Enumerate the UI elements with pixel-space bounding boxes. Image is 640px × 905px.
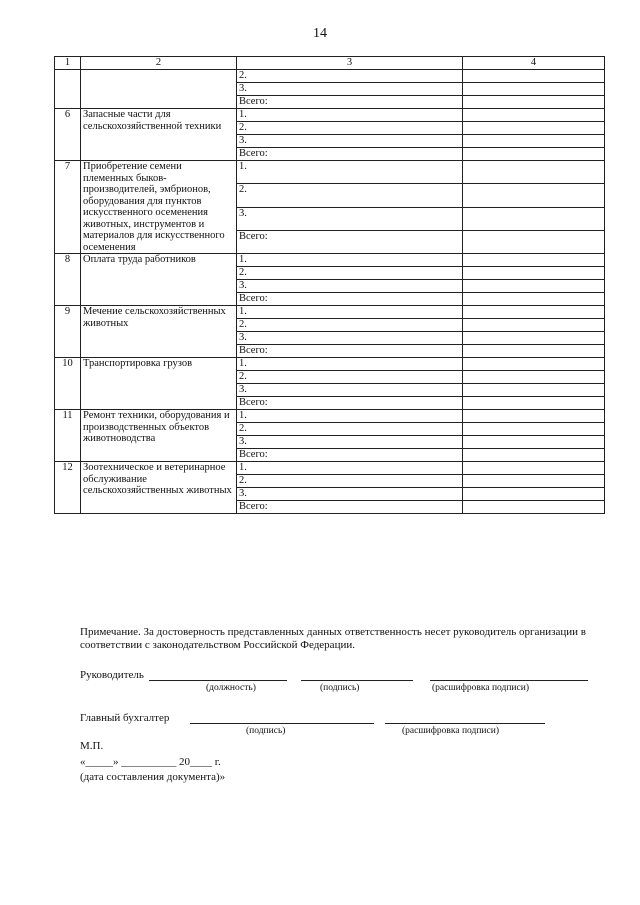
head-label: Руководитель bbox=[80, 669, 144, 681]
head-signature-block bbox=[80, 668, 588, 681]
row-name-cell bbox=[81, 70, 237, 109]
total-cell: Всего: bbox=[237, 449, 463, 462]
data-table bbox=[54, 56, 605, 514]
value-cell bbox=[463, 423, 605, 436]
position-caption: (должность) bbox=[206, 683, 256, 693]
item-cell: 2. bbox=[237, 184, 463, 207]
date-line: «_____» __________ 20____ г. bbox=[80, 756, 221, 768]
item-cell: 2. bbox=[237, 475, 463, 488]
value-cell bbox=[463, 148, 605, 161]
value-cell bbox=[463, 184, 605, 207]
item-cell: 3. bbox=[237, 332, 463, 345]
value-cell bbox=[463, 319, 605, 332]
item-cell: 2. bbox=[237, 70, 463, 83]
item-cell: 2. bbox=[237, 319, 463, 332]
table-row bbox=[55, 306, 605, 319]
seal-label: М.П. bbox=[80, 740, 104, 752]
row-name-cell: Ремонт техники, оборудования и производственных объектов животноводства bbox=[81, 410, 237, 462]
header-cell: 4 bbox=[463, 57, 605, 70]
value-cell bbox=[463, 109, 605, 122]
table-header-row bbox=[55, 57, 605, 70]
value-cell bbox=[463, 230, 605, 253]
value-cell bbox=[463, 384, 605, 397]
row-number-cell: 11 bbox=[55, 410, 81, 462]
accountant-decoding-caption: (расшифровка подписи) bbox=[402, 726, 499, 736]
total-cell: Всего: bbox=[237, 397, 463, 410]
item-cell: 3. bbox=[237, 207, 463, 230]
table-row bbox=[55, 358, 605, 371]
signature-line bbox=[301, 668, 413, 681]
table-row bbox=[55, 410, 605, 423]
accountant-signature-caption: (подпись) bbox=[246, 726, 286, 736]
value-cell bbox=[463, 449, 605, 462]
item-cell: 2. bbox=[237, 371, 463, 384]
value-cell bbox=[463, 96, 605, 109]
value-cell bbox=[463, 462, 605, 475]
item-cell: 3. bbox=[237, 436, 463, 449]
item-cell: 3. bbox=[237, 280, 463, 293]
value-cell bbox=[463, 345, 605, 358]
item-cell: 2. bbox=[237, 423, 463, 436]
row-number-cell: 10 bbox=[55, 358, 81, 410]
date-caption: (дата составления документа)» bbox=[80, 771, 226, 783]
item-cell: 3. bbox=[237, 488, 463, 501]
value-cell bbox=[463, 83, 605, 96]
accountant-signature-block bbox=[80, 711, 545, 724]
table-row bbox=[55, 109, 605, 122]
decoding-caption: (расшифровка подписи) bbox=[432, 683, 529, 693]
value-cell bbox=[463, 70, 605, 83]
header-cell: 1 bbox=[55, 57, 81, 70]
row-name-cell: Зоотехническое и ветеринарное обслуживание сельскохозяйственных животных bbox=[81, 462, 237, 514]
row-name-cell: Транспортировка грузов bbox=[81, 358, 237, 410]
total-cell: Всего: bbox=[237, 345, 463, 358]
item-cell: 3. bbox=[237, 384, 463, 397]
item-cell: 2. bbox=[237, 122, 463, 135]
row-name-cell: Мечение сельскохозяйственных животных bbox=[81, 306, 237, 358]
item-cell: 1. bbox=[237, 161, 463, 184]
row-name-cell: Приобретение семени племенных быков-производителей, эмбрионов, оборудования для пунктов искусственного осеменения животных, инструментов и материалов для искусственного осеменения bbox=[81, 161, 237, 254]
position-line bbox=[149, 668, 287, 681]
value-cell bbox=[463, 135, 605, 148]
table-row bbox=[55, 254, 605, 267]
item-cell: 1. bbox=[237, 306, 463, 319]
value-cell bbox=[463, 267, 605, 280]
value-cell bbox=[463, 332, 605, 345]
note-text: Примечание. За достоверность представленных данных ответственность несет руководитель организации в соответствии с законодательством Российской Федерации. bbox=[80, 626, 586, 651]
header-cell: 3 bbox=[237, 57, 463, 70]
decoding-line bbox=[430, 668, 588, 681]
table-row bbox=[55, 462, 605, 475]
item-cell: 1. bbox=[237, 254, 463, 267]
item-cell: 1. bbox=[237, 358, 463, 371]
header-cell: 2 bbox=[81, 57, 237, 70]
total-cell: Всего: bbox=[237, 96, 463, 109]
table-row bbox=[55, 161, 605, 184]
value-cell bbox=[463, 501, 605, 514]
value-cell bbox=[463, 475, 605, 488]
row-number-cell: 6 bbox=[55, 109, 81, 161]
row-number-cell: 12 bbox=[55, 462, 81, 514]
value-cell bbox=[463, 410, 605, 423]
row-number-cell: 7 bbox=[55, 161, 81, 254]
item-cell: 2. bbox=[237, 267, 463, 280]
value-cell bbox=[463, 371, 605, 384]
row-name-cell: Оплата труда работников bbox=[81, 254, 237, 306]
value-cell bbox=[463, 488, 605, 501]
signature-caption: (подпись) bbox=[320, 683, 360, 693]
row-number-cell bbox=[55, 70, 81, 109]
item-cell: 3. bbox=[237, 135, 463, 148]
accountant-signature-line bbox=[190, 711, 374, 724]
total-cell: Всего: bbox=[237, 230, 463, 253]
value-cell bbox=[463, 397, 605, 410]
total-cell: Всего: bbox=[237, 501, 463, 514]
item-cell: 3. bbox=[237, 83, 463, 96]
accountant-decoding-line bbox=[385, 711, 545, 724]
total-cell: Всего: bbox=[237, 148, 463, 161]
value-cell bbox=[463, 122, 605, 135]
value-cell bbox=[463, 161, 605, 184]
value-cell bbox=[463, 280, 605, 293]
value-cell bbox=[463, 293, 605, 306]
value-cell bbox=[463, 306, 605, 319]
item-cell: 1. bbox=[237, 109, 463, 122]
accountant-label: Главный бухгалтер bbox=[80, 712, 170, 724]
row-number-cell: 9 bbox=[55, 306, 81, 358]
page-number: 14 bbox=[313, 26, 327, 41]
item-cell: 1. bbox=[237, 462, 463, 475]
value-cell bbox=[463, 358, 605, 371]
value-cell bbox=[463, 254, 605, 267]
row-name-cell: Запасные части для сельскохозяйственной техники bbox=[81, 109, 237, 161]
value-cell bbox=[463, 207, 605, 230]
table-row bbox=[55, 70, 605, 83]
row-number-cell: 8 bbox=[55, 254, 81, 306]
value-cell bbox=[463, 436, 605, 449]
total-cell: Всего: bbox=[237, 293, 463, 306]
item-cell: 1. bbox=[237, 410, 463, 423]
